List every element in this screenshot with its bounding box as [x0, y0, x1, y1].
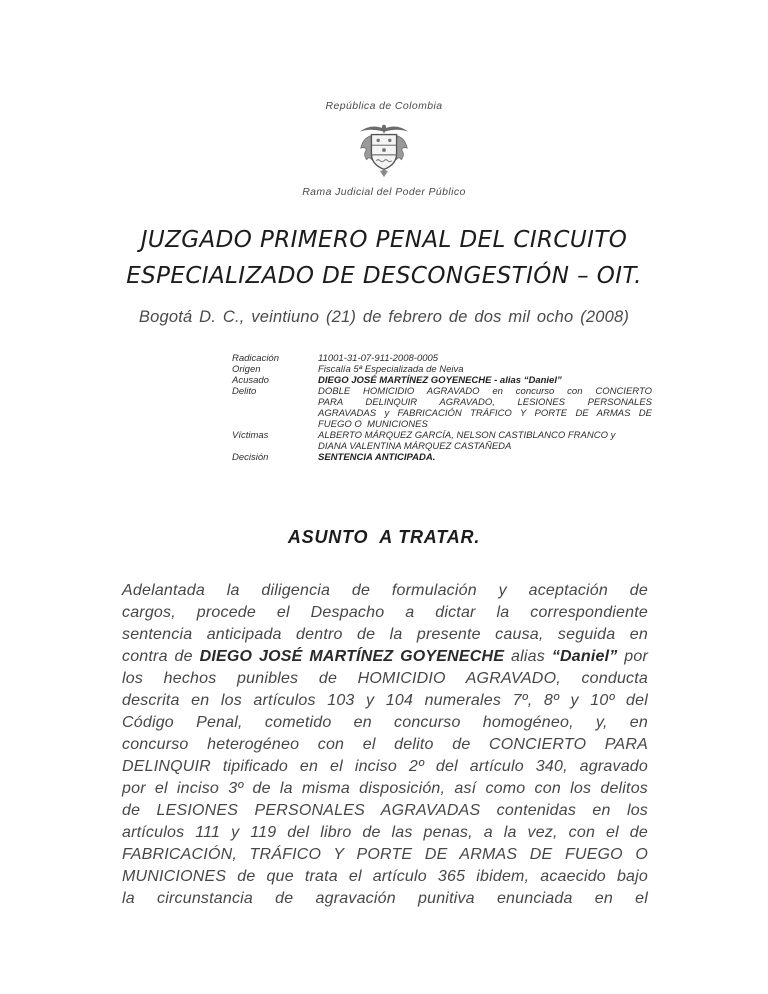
date-line: Bogotá D. C., veintiuno (21) de febrero de dos mil ocho (2008)	[138, 308, 630, 326]
text: de LESIONES PERSONALES AGRAVADAS contenidas en los	[122, 802, 648, 819]
text: concurso heterogéneo con el delito de CONCIERTO PARA	[122, 736, 648, 753]
body-line	[122, 866, 648, 888]
text: DELINQUIR tipificado en el inciso 2º del artículo 340, agravado	[122, 758, 648, 775]
case-field-value	[318, 375, 652, 386]
body-line	[122, 822, 648, 844]
body-line	[122, 734, 648, 756]
body-line	[122, 844, 648, 866]
case-field-label: Delito	[232, 386, 257, 397]
case-field-value	[318, 386, 652, 430]
court-title	[0, 222, 768, 294]
case-value-line: SENTENCIA ANTICIPADA.	[318, 452, 436, 463]
republic-label: República de Colombia	[325, 100, 443, 112]
court-title-line2: ESPECIALIZADO DE DESCONGESTIÓN – OIT.	[126, 263, 642, 289]
case-value-line: ALBERTO MÁRQUEZ GARCÍA, NELSON CASTIBLANCO FRANCO y	[318, 430, 616, 441]
case-value-line: DIEGO JOSÉ MARTÍNEZ GOYENECHE - alias “Daniel”	[318, 375, 562, 386]
text: artículos 111 y 119 del libro de las penas, a la vez, con el de	[122, 824, 648, 841]
body-line	[122, 712, 648, 734]
text: por el inciso 3º de la misma disposición, así como con los delitos	[122, 780, 648, 797]
text: FABRICACIÓN, TRÁFICO Y PORTE DE ARMAS DE FUEGO O	[122, 846, 648, 863]
case-value-line: 11001-31-07-911-2008-0005	[318, 353, 439, 364]
case-field-label: Radicación	[232, 353, 279, 364]
case-value-line: AGRAVADAS y FABRICACIÓN TRÁFICO Y PORTE DE ARMAS DE	[318, 408, 652, 419]
case-value-line: Fiscalía 5ª Especializada de Neiva	[318, 364, 464, 375]
case-value-line: PARA DELINQUIR AGRAVADO, LESIONES PERSONALES	[318, 397, 652, 408]
case-field-value	[318, 353, 652, 364]
body-line	[122, 668, 648, 690]
case-table-row	[232, 364, 652, 375]
text: contra de	[122, 648, 200, 665]
case-value-line: DIANA VALENTINA MÁRQUEZ CASTAÑEDA	[318, 441, 512, 452]
body-line	[122, 580, 648, 602]
text: Código Penal, cometido en concurso homogéneo, y, en	[122, 714, 648, 731]
case-table	[232, 353, 652, 463]
section-heading: ASUNTO A TRATAR.	[287, 527, 481, 547]
text: los hechos punibles de HOMICIDIO AGRAVADO, conducta	[122, 670, 648, 687]
body-line	[122, 800, 648, 822]
case-field-label: Víctimas	[232, 430, 269, 441]
judicial-branch-label: Rama Judicial del Poder Público	[302, 186, 466, 198]
case-field-label: Decisión	[232, 452, 269, 463]
body-line	[122, 646, 648, 668]
body-line	[122, 624, 648, 646]
case-field-label: Acusado	[232, 375, 269, 386]
case-field-value	[318, 364, 652, 375]
body-paragraph	[122, 580, 648, 910]
case-table-row	[232, 375, 652, 386]
body-line	[122, 602, 648, 624]
court-title-line1: JUZGADO PRIMERO PENAL DEL CIRCUITO	[140, 227, 628, 253]
body-line	[122, 756, 648, 778]
text: la circunstancia de agravación punitiva enunciada en el	[122, 890, 648, 907]
case-field-value	[318, 430, 652, 452]
case-table-row	[232, 452, 652, 463]
case-value-line: FUEGO O MUNICIONES	[318, 419, 428, 430]
text: alias	[504, 648, 552, 665]
bold-text: DIEGO JOSÉ MARTÍNEZ GOYENECHE	[199, 648, 505, 665]
body-line	[122, 690, 648, 712]
text: MUNICIONES de que trata el artículo 365 ibidem, acaecido bajo	[122, 868, 648, 885]
text: Adelantada la diligencia de formulación y aceptación de	[122, 582, 648, 599]
text: descrita en los artículos 103 y 104 numerales 7º, 8º y 10º del	[122, 692, 648, 709]
case-field-value	[318, 452, 652, 463]
text: cargos, procede el Despacho a dictar la correspondiente	[122, 604, 648, 621]
case-table-row	[232, 430, 652, 452]
case-field-label: Origen	[232, 364, 261, 375]
colombia-coat-of-arms-icon	[355, 121, 413, 181]
case-value-line: DOBLE HOMICIDIO AGRAVADO en concurso con CONCIERTO	[318, 386, 652, 397]
text: sentencia anticipada dentro de la presente causa, seguida en	[122, 626, 648, 643]
bold-text: “Daniel”	[551, 648, 618, 665]
document-header	[0, 0, 768, 198]
case-table-row	[232, 386, 652, 430]
body-line	[122, 778, 648, 800]
case-table-row	[232, 353, 652, 364]
body-line	[122, 888, 648, 910]
text: por	[617, 648, 649, 665]
